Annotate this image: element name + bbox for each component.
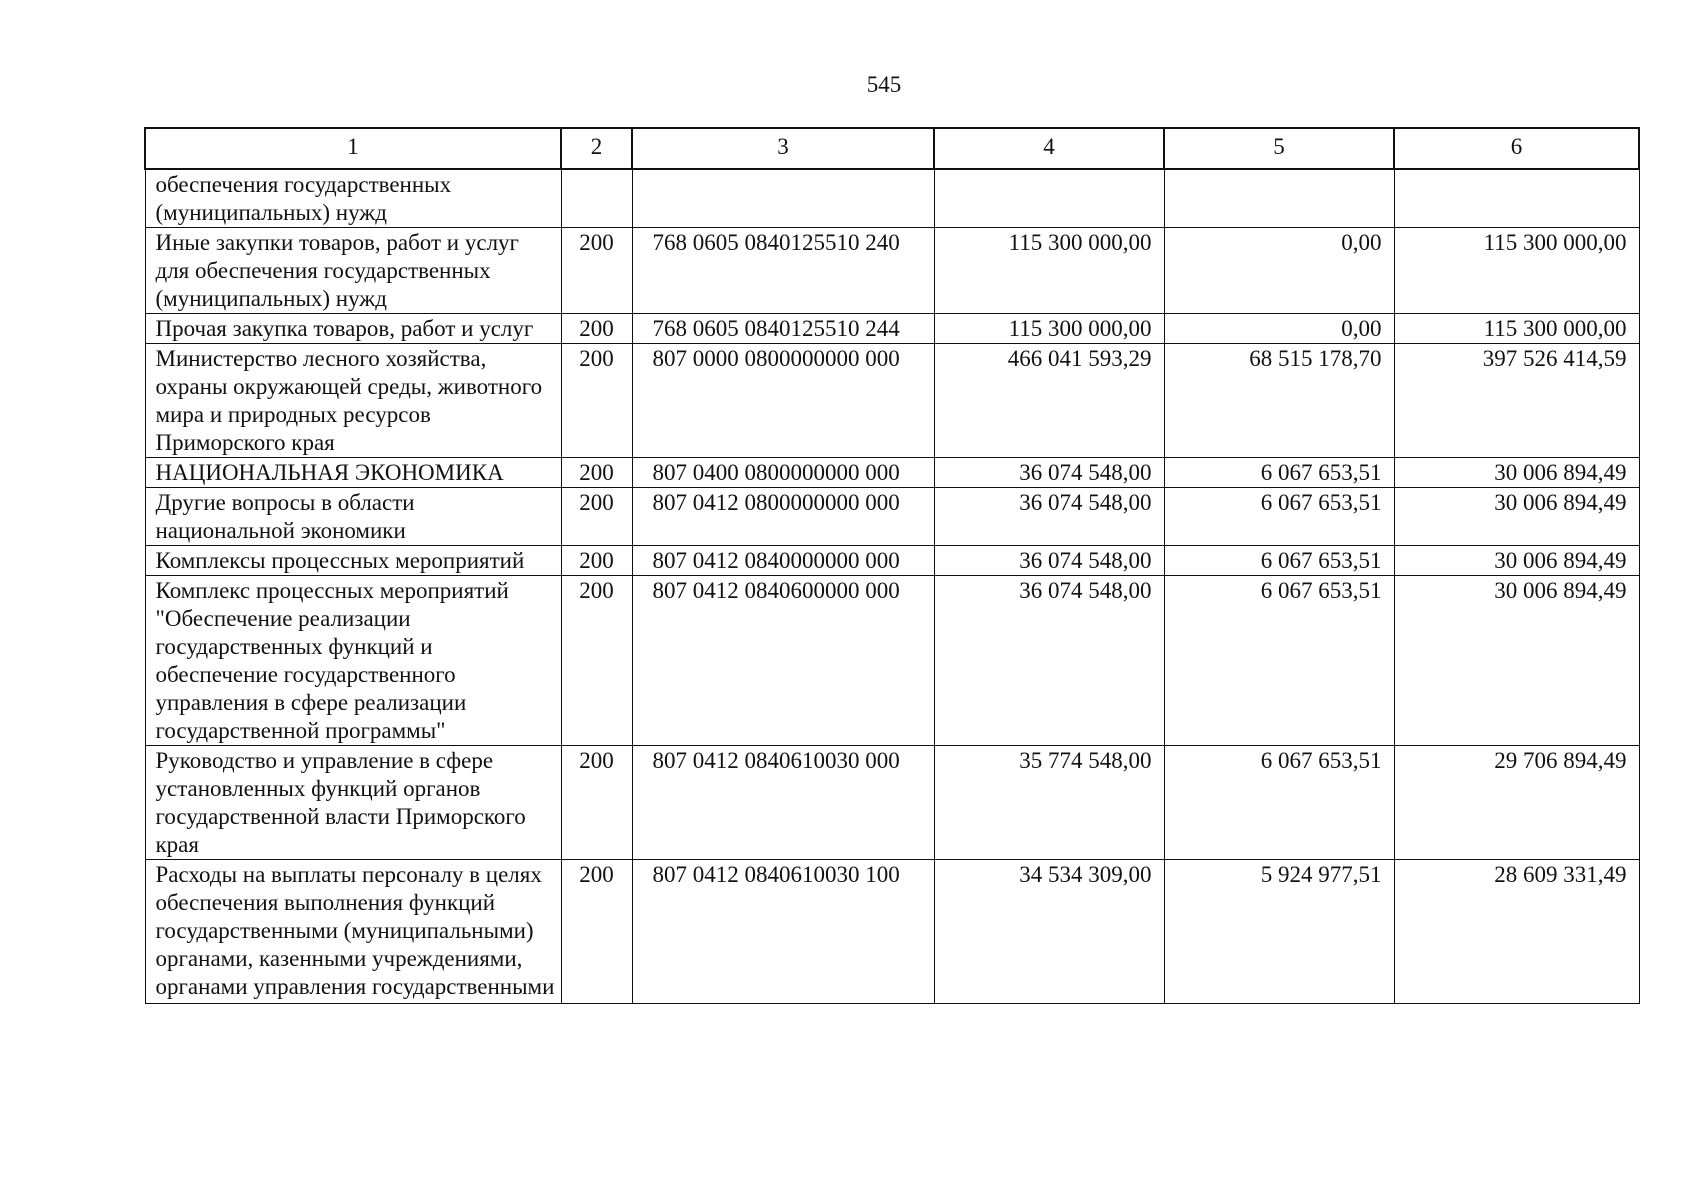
table-row	[145, 228, 1639, 314]
row-value-6: 397 526 414,59	[1394, 344, 1639, 458]
row-value-5: 6 067 653,51	[1164, 546, 1394, 576]
row-value-5: 68 515 178,70	[1164, 344, 1394, 458]
row-name: Иные закупки товаров, работ и услуг для обеспечения государственных (муниципальных) нужд	[145, 228, 561, 314]
row-name: Комплексы процессных мероприятий	[145, 546, 561, 576]
row-value-5: 0,00	[1164, 228, 1394, 314]
row-code: 807 0000 0800000000 000	[632, 344, 934, 458]
row-value-6: 30 006 894,49	[1394, 488, 1639, 546]
table-row	[145, 488, 1639, 546]
table-row	[145, 314, 1639, 344]
row-value-6: 30 006 894,49	[1394, 458, 1639, 488]
row-code: 807 0412 0800000000 000	[632, 488, 934, 546]
row-code: 807 0412 0840000000 000	[632, 546, 934, 576]
column-header-4: 4	[934, 128, 1164, 169]
row-value-4: 466 041 593,29	[934, 344, 1164, 458]
column-header-2: 2	[561, 128, 632, 169]
table-row	[145, 546, 1639, 576]
column-header-3: 3	[632, 128, 934, 169]
row-code: 807 0412 0840610030 100	[632, 860, 934, 1004]
row-value-5: 6 067 653,51	[1164, 746, 1394, 860]
row-col2: 200	[561, 228, 632, 314]
row-code: 768 0605 0840125510 240	[632, 228, 934, 314]
table-row	[145, 860, 1639, 1004]
row-name: Руководство и управление в сфере установленных функций органов государственной власти Приморского края	[145, 746, 561, 860]
row-value-5	[1164, 169, 1394, 228]
row-name: НАЦИОНАЛЬНАЯ ЭКОНОМИКА	[145, 458, 561, 488]
row-value-6: 29 706 894,49	[1394, 746, 1639, 860]
row-col2: 200	[561, 746, 632, 860]
row-col2: 200	[561, 458, 632, 488]
row-name: Комплекс процессных мероприятий "Обеспечение реализации государственных функций и обеспечение государственного управления в сфере реализации государственной программы"	[145, 576, 561, 746]
row-value-4: 115 300 000,00	[934, 314, 1164, 344]
column-header-1: 1	[145, 128, 561, 169]
row-code: 807 0412 0840610030 000	[632, 746, 934, 860]
row-value-5: 6 067 653,51	[1164, 488, 1394, 546]
row-value-4	[934, 169, 1164, 228]
row-value-5: 6 067 653,51	[1164, 458, 1394, 488]
table-row	[145, 746, 1639, 860]
table-row	[145, 576, 1639, 746]
row-value-4: 34 534 309,00	[934, 860, 1164, 1004]
row-name: Прочая закупка товаров, работ и услуг	[145, 314, 561, 344]
table-row	[145, 458, 1639, 488]
row-value-4: 115 300 000,00	[934, 228, 1164, 314]
row-col2	[561, 169, 632, 228]
row-col2: 200	[561, 546, 632, 576]
row-code: 768 0605 0840125510 244	[632, 314, 934, 344]
row-value-4: 36 074 548,00	[934, 458, 1164, 488]
row-value-6: 115 300 000,00	[1394, 228, 1639, 314]
row-value-6: 30 006 894,49	[1394, 576, 1639, 746]
table-row	[145, 169, 1639, 228]
row-value-6: 30 006 894,49	[1394, 546, 1639, 576]
row-col2: 200	[561, 576, 632, 746]
row-code: 807 0412 0840600000 000	[632, 576, 934, 746]
row-value-5: 6 067 653,51	[1164, 576, 1394, 746]
budget-table	[144, 127, 1640, 1004]
row-value-4: 36 074 548,00	[934, 546, 1164, 576]
row-col2: 200	[561, 314, 632, 344]
row-code	[632, 169, 934, 228]
table-row	[145, 344, 1639, 458]
row-col2: 200	[561, 860, 632, 1004]
header-row	[145, 128, 1639, 169]
column-header-6: 6	[1394, 128, 1639, 169]
row-name: Другие вопросы в области национальной экономики	[145, 488, 561, 546]
row-value-6	[1394, 169, 1639, 228]
page-number: 545	[866, 72, 902, 97]
row-value-4: 36 074 548,00	[934, 576, 1164, 746]
row-name: Министерство лесного хозяйства, охраны окружающей среды, животного мира и природных ресурсов Приморского края	[145, 344, 561, 458]
row-value-4: 35 774 548,00	[934, 746, 1164, 860]
row-value-5: 0,00	[1164, 314, 1394, 344]
column-header-5: 5	[1164, 128, 1394, 169]
row-name: Расходы на выплаты персоналу в целях обеспечения выполнения функций государственными (муниципальными) органами, казенными учреждениями, органами управления государственными	[145, 860, 561, 1004]
row-value-6: 28 609 331,49	[1394, 860, 1639, 1004]
row-code: 807 0400 0800000000 000	[632, 458, 934, 488]
row-value-6: 115 300 000,00	[1394, 314, 1639, 344]
row-col2: 200	[561, 488, 632, 546]
row-col2: 200	[561, 344, 632, 458]
row-value-4: 36 074 548,00	[934, 488, 1164, 546]
row-value-5: 5 924 977,51	[1164, 860, 1394, 1004]
row-name: обеспечения государственных (муниципальных) нужд	[145, 169, 561, 228]
